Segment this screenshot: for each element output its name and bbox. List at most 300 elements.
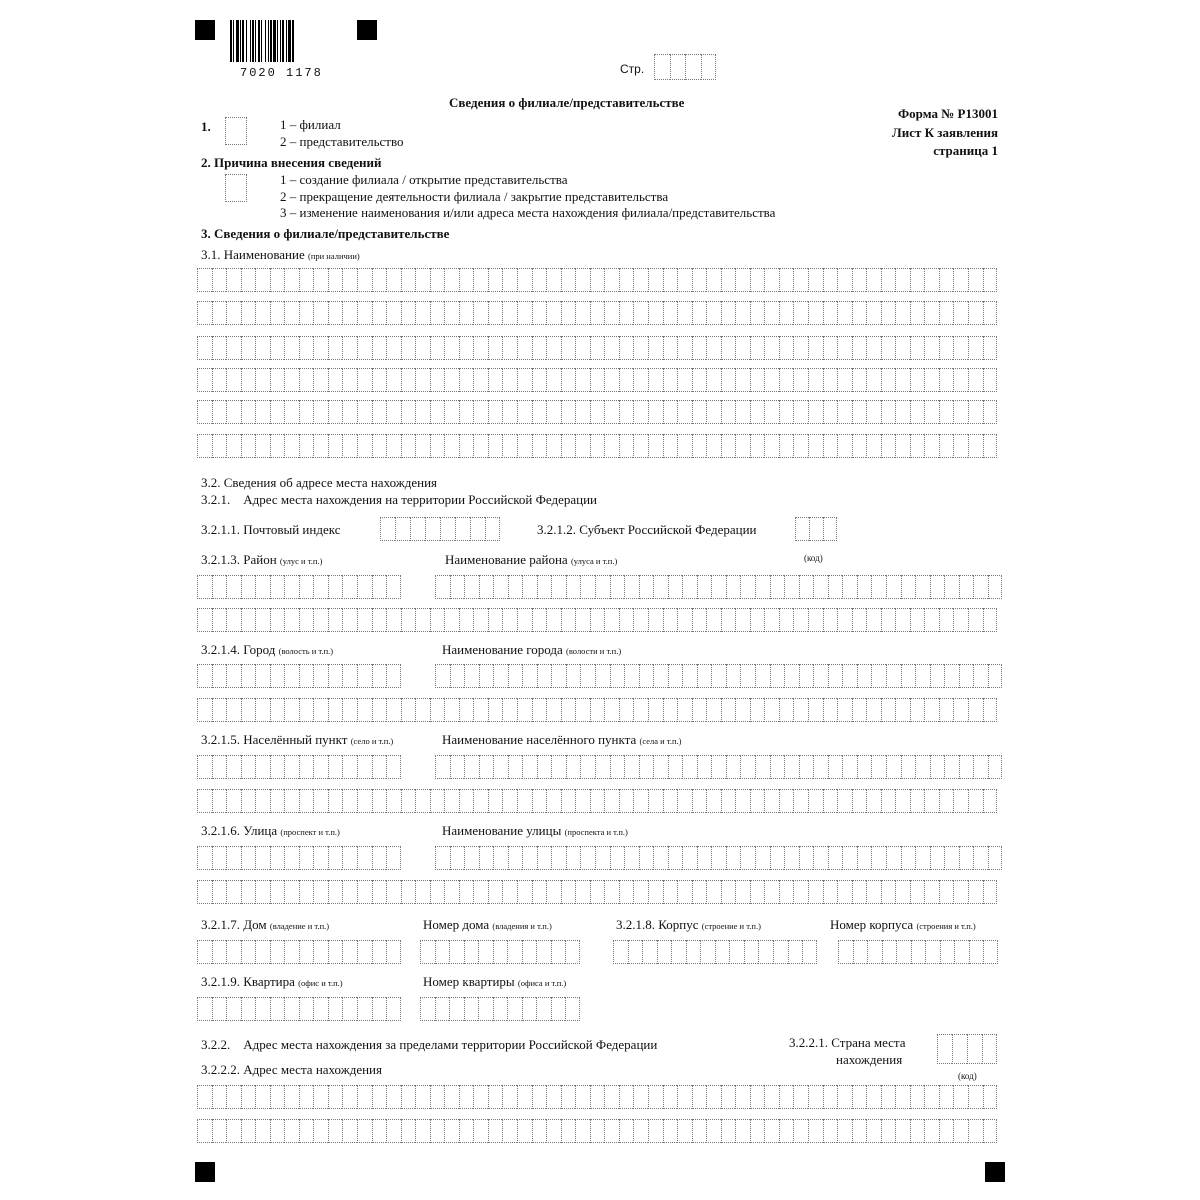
- page-number-boxes[interactable]: [654, 54, 716, 80]
- input-cell[interactable]: [488, 789, 503, 813]
- input-cell[interactable]: [493, 997, 508, 1021]
- input-cell[interactable]: [580, 846, 595, 870]
- input-cell[interactable]: [866, 608, 881, 632]
- input-cell[interactable]: [270, 664, 285, 688]
- input-cell[interactable]: [924, 301, 939, 325]
- input-cell[interactable]: [915, 664, 930, 688]
- input-cell[interactable]: [517, 608, 532, 632]
- input-cell[interactable]: [313, 789, 328, 813]
- input-cell[interactable]: [886, 846, 901, 870]
- input-cell[interactable]: [444, 608, 459, 632]
- input-cell[interactable]: [793, 434, 808, 458]
- input-cell[interactable]: [729, 940, 744, 964]
- input-cell[interactable]: [444, 268, 459, 292]
- input-cell[interactable]: [770, 575, 785, 599]
- input-cell[interactable]: [988, 664, 1003, 688]
- input-cell[interactable]: [764, 1085, 779, 1109]
- input-cell[interactable]: [953, 1119, 968, 1143]
- input-cell[interactable]: [610, 664, 625, 688]
- input-cell[interactable]: [299, 336, 314, 360]
- input-cell[interactable]: [459, 1119, 474, 1143]
- input-cell[interactable]: [284, 997, 299, 1021]
- input-cell[interactable]: [546, 880, 561, 904]
- input-cell[interactable]: [682, 664, 697, 688]
- input-cell[interactable]: [910, 368, 925, 392]
- input-cell[interactable]: [735, 1119, 750, 1143]
- input-cell[interactable]: [313, 575, 328, 599]
- input-cell[interactable]: [299, 1085, 314, 1109]
- input-cell[interactable]: [648, 608, 663, 632]
- input-cell[interactable]: [677, 268, 692, 292]
- input-cell[interactable]: [983, 268, 998, 292]
- input-cell[interactable]: [881, 880, 896, 904]
- input-cell[interactable]: [590, 268, 605, 292]
- input-cell[interactable]: [313, 664, 328, 688]
- input-cell[interactable]: [299, 755, 314, 779]
- input-cell[interactable]: [988, 846, 1003, 870]
- street-name-input-1[interactable]: [435, 846, 1002, 870]
- input-cell[interactable]: [682, 755, 697, 779]
- input-cell[interactable]: [842, 664, 857, 688]
- input-cell[interactable]: [357, 368, 372, 392]
- input-cell[interactable]: [212, 336, 227, 360]
- input-cell[interactable]: [619, 1085, 634, 1109]
- input-cell[interactable]: [386, 698, 401, 722]
- input-cell[interactable]: [435, 755, 450, 779]
- input-cell[interactable]: [895, 1085, 910, 1109]
- input-cell[interactable]: [493, 846, 508, 870]
- input-cell[interactable]: [721, 608, 736, 632]
- input-cell[interactable]: [357, 755, 372, 779]
- input-cell[interactable]: [952, 1034, 967, 1064]
- input-cell[interactable]: [692, 789, 707, 813]
- input-cell[interactable]: [692, 434, 707, 458]
- input-cell[interactable]: [270, 575, 285, 599]
- input-cell[interactable]: [910, 1085, 925, 1109]
- city-type-input[interactable]: [197, 664, 401, 688]
- input-cell[interactable]: [895, 880, 910, 904]
- input-cell[interactable]: [479, 755, 494, 779]
- input-cell[interactable]: [895, 368, 910, 392]
- input-cell[interactable]: [546, 434, 561, 458]
- input-cell[interactable]: [459, 301, 474, 325]
- input-cell[interactable]: [270, 400, 285, 424]
- input-cell[interactable]: [479, 575, 494, 599]
- input-cell[interactable]: [410, 517, 425, 541]
- input-cell[interactable]: [197, 268, 212, 292]
- input-cell[interactable]: [532, 880, 547, 904]
- input-cell[interactable]: [823, 434, 838, 458]
- input-cell[interactable]: [619, 608, 634, 632]
- input-cell[interactable]: [799, 664, 814, 688]
- input-cell[interactable]: [537, 664, 552, 688]
- input-cell[interactable]: [473, 336, 488, 360]
- input-cell[interactable]: [561, 1085, 576, 1109]
- input-cell[interactable]: [284, 268, 299, 292]
- input-cell[interactable]: [968, 434, 983, 458]
- input-cell[interactable]: [372, 940, 387, 964]
- input-cell[interactable]: [842, 575, 857, 599]
- input-cell[interactable]: [284, 1085, 299, 1109]
- input-cell[interactable]: [633, 698, 648, 722]
- input-cell[interactable]: [784, 846, 799, 870]
- input-cell[interactable]: [532, 1085, 547, 1109]
- input-cell[interactable]: [939, 434, 954, 458]
- input-cell[interactable]: [561, 301, 576, 325]
- input-cell[interactable]: [983, 880, 998, 904]
- input-cell[interactable]: [968, 400, 983, 424]
- input-cell[interactable]: [784, 575, 799, 599]
- input-cell[interactable]: [415, 268, 430, 292]
- input-cell[interactable]: [473, 400, 488, 424]
- input-cell[interactable]: [561, 789, 576, 813]
- input-cell[interactable]: [566, 664, 581, 688]
- input-cell[interactable]: [575, 1085, 590, 1109]
- input-cell[interactable]: [430, 880, 445, 904]
- input-cell[interactable]: [881, 789, 896, 813]
- input-cell[interactable]: [944, 664, 959, 688]
- input-cell[interactable]: [692, 336, 707, 360]
- input-cell[interactable]: [764, 336, 779, 360]
- input-cell[interactable]: [502, 336, 517, 360]
- input-cell[interactable]: [808, 789, 823, 813]
- input-cell[interactable]: [502, 880, 517, 904]
- input-cell[interactable]: [764, 698, 779, 722]
- input-cell[interactable]: [653, 664, 668, 688]
- input-cell[interactable]: [435, 940, 450, 964]
- input-cell[interactable]: [930, 575, 945, 599]
- input-cell[interactable]: [372, 368, 387, 392]
- input-cell[interactable]: [532, 268, 547, 292]
- input-cell[interactable]: [735, 434, 750, 458]
- input-cell[interactable]: [270, 368, 285, 392]
- input-cell[interactable]: [546, 368, 561, 392]
- input-cell[interactable]: [813, 755, 828, 779]
- input-cell[interactable]: [270, 434, 285, 458]
- input-cell[interactable]: [973, 755, 988, 779]
- input-cell[interactable]: [663, 1085, 678, 1109]
- input-cell[interactable]: [700, 940, 715, 964]
- input-cell[interactable]: [401, 880, 416, 904]
- input-cell[interactable]: [808, 268, 823, 292]
- input-cell[interactable]: [590, 368, 605, 392]
- input-cell[interactable]: [779, 1085, 794, 1109]
- input-cell[interactable]: [197, 880, 212, 904]
- input-cell[interactable]: [357, 434, 372, 458]
- input-cell[interactable]: [624, 575, 639, 599]
- input-cell[interactable]: [575, 880, 590, 904]
- input-cell[interactable]: [750, 880, 765, 904]
- input-cell[interactable]: [430, 336, 445, 360]
- input-cell[interactable]: [735, 698, 750, 722]
- input-cell[interactable]: [357, 789, 372, 813]
- input-cell[interactable]: [226, 434, 241, 458]
- input-cell[interactable]: [953, 336, 968, 360]
- input-cell[interactable]: [735, 1085, 750, 1109]
- input-cell[interactable]: [464, 664, 479, 688]
- input-cell[interactable]: [502, 698, 517, 722]
- input-cell[interactable]: [866, 789, 881, 813]
- input-cell[interactable]: [197, 575, 212, 599]
- input-cell[interactable]: [770, 755, 785, 779]
- input-cell[interactable]: [624, 755, 639, 779]
- input-cell[interactable]: [837, 434, 852, 458]
- input-cell[interactable]: [838, 940, 853, 964]
- input-cell[interactable]: [779, 400, 794, 424]
- input-cell[interactable]: [401, 434, 416, 458]
- input-cell[interactable]: [488, 880, 503, 904]
- input-cell[interactable]: [197, 400, 212, 424]
- input-cell[interactable]: [488, 301, 503, 325]
- input-cell[interactable]: [735, 301, 750, 325]
- input-cell[interactable]: [241, 789, 256, 813]
- input-cell[interactable]: [386, 755, 401, 779]
- input-cell[interactable]: [604, 608, 619, 632]
- input-cell[interactable]: [944, 755, 959, 779]
- input-cell[interactable]: [449, 997, 464, 1021]
- input-cell[interactable]: [901, 846, 916, 870]
- input-cell[interactable]: [444, 434, 459, 458]
- input-cell[interactable]: [677, 698, 692, 722]
- input-cell[interactable]: [706, 368, 721, 392]
- input-cell[interactable]: [657, 940, 672, 964]
- input-cell[interactable]: [910, 301, 925, 325]
- input-cell[interactable]: [670, 54, 686, 80]
- input-cell[interactable]: [241, 664, 256, 688]
- input-cell[interactable]: [983, 1119, 998, 1143]
- input-cell[interactable]: [517, 368, 532, 392]
- input-cell[interactable]: [721, 400, 736, 424]
- input-cell[interactable]: [270, 301, 285, 325]
- input-cell[interactable]: [852, 608, 867, 632]
- input-cell[interactable]: [755, 575, 770, 599]
- input-cell[interactable]: [779, 268, 794, 292]
- input-cell[interactable]: [857, 575, 872, 599]
- input-cell[interactable]: [270, 1119, 285, 1143]
- input-cell[interactable]: [575, 400, 590, 424]
- input-cell[interactable]: [488, 1119, 503, 1143]
- input-cell[interactable]: [197, 698, 212, 722]
- input-cell[interactable]: [823, 698, 838, 722]
- input-cell[interactable]: [784, 664, 799, 688]
- input-cell[interactable]: [430, 698, 445, 722]
- input-cell[interactable]: [842, 846, 857, 870]
- input-cell[interactable]: [299, 400, 314, 424]
- input-cell[interactable]: [532, 336, 547, 360]
- input-cell[interactable]: [857, 664, 872, 688]
- input-cell[interactable]: [590, 301, 605, 325]
- input-cell[interactable]: [968, 368, 983, 392]
- input-cell[interactable]: [507, 940, 522, 964]
- input-cell[interactable]: [401, 400, 416, 424]
- input-cell[interactable]: [464, 997, 479, 1021]
- input-cell[interactable]: [633, 1085, 648, 1109]
- input-cell[interactable]: [639, 664, 654, 688]
- input-cell[interactable]: [706, 880, 721, 904]
- input-cell[interactable]: [852, 789, 867, 813]
- input-cell[interactable]: [551, 997, 566, 1021]
- input-cell[interactable]: [642, 940, 657, 964]
- input-cell[interactable]: [823, 368, 838, 392]
- input-cell[interactable]: [430, 400, 445, 424]
- input-cell[interactable]: [372, 400, 387, 424]
- input-cell[interactable]: [852, 1119, 867, 1143]
- input-cell[interactable]: [478, 997, 493, 1021]
- input-cell[interactable]: [473, 368, 488, 392]
- input-cell[interactable]: [444, 301, 459, 325]
- input-cell[interactable]: [357, 400, 372, 424]
- input-cell[interactable]: [779, 880, 794, 904]
- input-cell[interactable]: [711, 664, 726, 688]
- input-cell[interactable]: [415, 368, 430, 392]
- input-cell[interactable]: [255, 698, 270, 722]
- input-cell[interactable]: [212, 268, 227, 292]
- input-cell[interactable]: [565, 997, 580, 1021]
- input-cell[interactable]: [823, 268, 838, 292]
- input-cell[interactable]: [663, 301, 678, 325]
- input-cell[interactable]: [328, 880, 343, 904]
- input-cell[interactable]: [590, 698, 605, 722]
- input-cell[interactable]: [983, 608, 998, 632]
- subject-rf-code-input[interactable]: [795, 517, 837, 541]
- input-cell[interactable]: [415, 698, 430, 722]
- input-cell[interactable]: [328, 368, 343, 392]
- input-cell[interactable]: [473, 1085, 488, 1109]
- input-cell[interactable]: [721, 789, 736, 813]
- input-cell[interactable]: [372, 755, 387, 779]
- input-cell[interactable]: [671, 940, 686, 964]
- input-cell[interactable]: [837, 268, 852, 292]
- input-cell[interactable]: [420, 940, 435, 964]
- input-cell[interactable]: [459, 268, 474, 292]
- input-cell[interactable]: [823, 789, 838, 813]
- input-cell[interactable]: [886, 575, 901, 599]
- building-type-input[interactable]: [613, 940, 817, 964]
- input-cell[interactable]: [255, 1085, 270, 1109]
- input-cell[interactable]: [444, 1119, 459, 1143]
- input-cell[interactable]: [284, 301, 299, 325]
- input-cell[interactable]: [241, 336, 256, 360]
- input-cell[interactable]: [284, 400, 299, 424]
- input-cell[interactable]: [212, 368, 227, 392]
- input-cell[interactable]: [968, 1085, 983, 1109]
- input-cell[interactable]: [750, 368, 765, 392]
- input-cell[interactable]: [546, 268, 561, 292]
- input-cell[interactable]: [968, 789, 983, 813]
- input-cell[interactable]: [241, 575, 256, 599]
- input-cell[interactable]: [241, 301, 256, 325]
- input-cell[interactable]: [561, 400, 576, 424]
- input-cell[interactable]: [764, 400, 779, 424]
- input-cell[interactable]: [284, 368, 299, 392]
- input-cell[interactable]: [764, 1119, 779, 1143]
- input-cell[interactable]: [197, 301, 212, 325]
- input-cell[interactable]: [328, 268, 343, 292]
- input-cell[interactable]: [866, 368, 881, 392]
- input-cell[interactable]: [401, 789, 416, 813]
- input-cell[interactable]: [740, 575, 755, 599]
- input-cell[interactable]: [473, 789, 488, 813]
- input-cell[interactable]: [313, 1085, 328, 1109]
- input-cell[interactable]: [212, 608, 227, 632]
- input-cell[interactable]: [357, 301, 372, 325]
- name-row-3[interactable]: [197, 336, 997, 360]
- input-cell[interactable]: [823, 301, 838, 325]
- input-cell[interactable]: [551, 575, 566, 599]
- input-cell[interactable]: [686, 940, 701, 964]
- input-cell[interactable]: [648, 1085, 663, 1109]
- input-cell[interactable]: [619, 301, 634, 325]
- input-cell[interactable]: [270, 755, 285, 779]
- input-cell[interactable]: [886, 664, 901, 688]
- input-cell[interactable]: [522, 940, 537, 964]
- input-cell[interactable]: [270, 846, 285, 870]
- input-cell[interactable]: [225, 174, 247, 202]
- input-cell[interactable]: [357, 1119, 372, 1143]
- input-cell[interactable]: [255, 434, 270, 458]
- input-cell[interactable]: [342, 846, 357, 870]
- input-cell[interactable]: [401, 608, 416, 632]
- input-cell[interactable]: [284, 1119, 299, 1143]
- input-cell[interactable]: [954, 940, 969, 964]
- input-cell[interactable]: [241, 846, 256, 870]
- input-cell[interactable]: [663, 698, 678, 722]
- district-type-input[interactable]: [197, 575, 401, 599]
- input-cell[interactable]: [735, 608, 750, 632]
- input-cell[interactable]: [551, 940, 566, 964]
- input-cell[interactable]: [444, 1085, 459, 1109]
- input-cell[interactable]: [197, 997, 212, 1021]
- input-cell[interactable]: [793, 368, 808, 392]
- input-cell[interactable]: [915, 846, 930, 870]
- input-cell[interactable]: [677, 336, 692, 360]
- input-cell[interactable]: [721, 698, 736, 722]
- input-cell[interactable]: [255, 789, 270, 813]
- input-cell[interactable]: [619, 400, 634, 424]
- input-cell[interactable]: [226, 880, 241, 904]
- input-cell[interactable]: [357, 997, 372, 1021]
- input-cell[interactable]: [372, 1085, 387, 1109]
- input-cell[interactable]: [857, 755, 872, 779]
- input-cell[interactable]: [357, 880, 372, 904]
- input-cell[interactable]: [639, 846, 654, 870]
- input-cell[interactable]: [924, 880, 939, 904]
- input-cell[interactable]: [871, 755, 886, 779]
- input-cell[interactable]: [197, 789, 212, 813]
- input-cell[interactable]: [808, 698, 823, 722]
- input-cell[interactable]: [517, 1085, 532, 1109]
- input-cell[interactable]: [881, 268, 896, 292]
- input-cell[interactable]: [386, 997, 401, 1021]
- input-cell[interactable]: [663, 268, 678, 292]
- input-cell[interactable]: [953, 880, 968, 904]
- input-cell[interactable]: [226, 789, 241, 813]
- input-cell[interactable]: [764, 268, 779, 292]
- input-cell[interactable]: [983, 336, 998, 360]
- input-cell[interactable]: [924, 400, 939, 424]
- input-cell[interactable]: [881, 400, 896, 424]
- input-cell[interactable]: [779, 608, 794, 632]
- input-cell[interactable]: [328, 301, 343, 325]
- input-cell[interactable]: [197, 368, 212, 392]
- input-cell[interactable]: [837, 400, 852, 424]
- input-cell[interactable]: [711, 575, 726, 599]
- input-cell[interactable]: [372, 698, 387, 722]
- input-cell[interactable]: [328, 336, 343, 360]
- input-cell[interactable]: [648, 301, 663, 325]
- input-cell[interactable]: [299, 268, 314, 292]
- input-cell[interactable]: [255, 880, 270, 904]
